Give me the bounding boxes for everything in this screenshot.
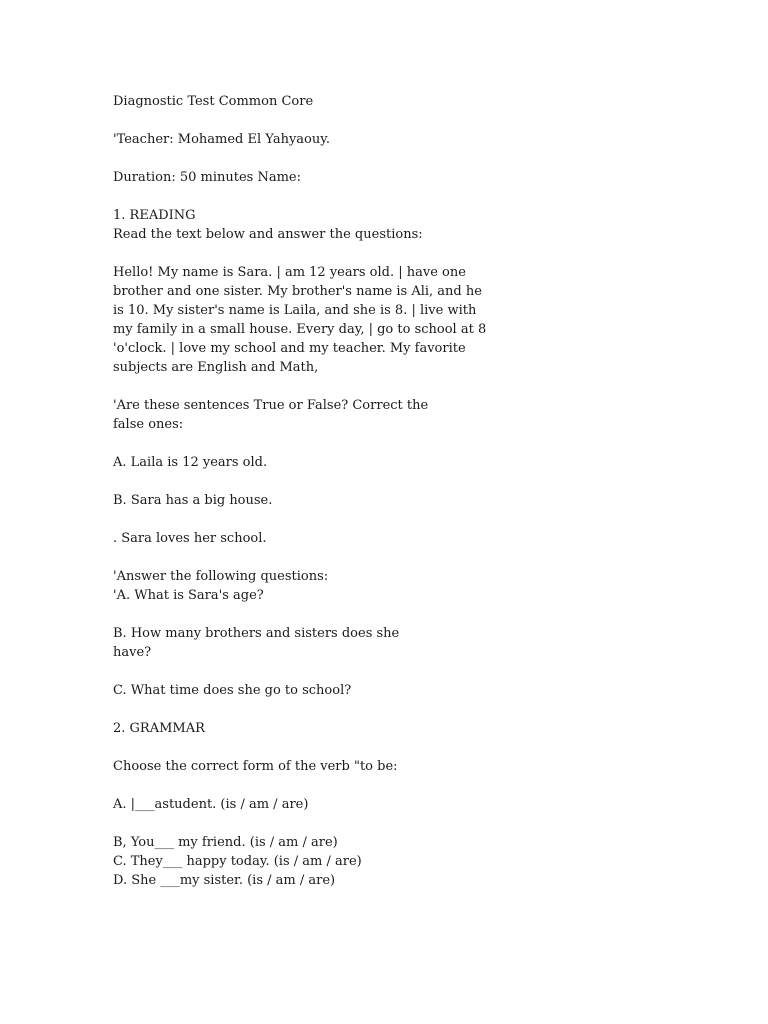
passage-line: my family in a small house. Every day, | go to school at 8 <box>113 322 487 337</box>
true-false-instruction: 'Are these sentences True or False? Correct the <box>113 398 429 413</box>
grammar-item-c: C. They___ happy today. (is / am / are) <box>113 854 362 869</box>
grammar-heading: 2. GRAMMAR <box>113 721 205 736</box>
reading-passage <box>113 263 487 377</box>
grammar-instruction: Choose the correct form of the verb "to be: <box>113 759 398 774</box>
teacher-line: 'Teacher: Mohamed El Yahyaouy. <box>113 132 331 147</box>
true-false-instruction: false ones: <box>113 417 184 432</box>
true-false-item-c: . Sara loves her school. <box>113 531 267 546</box>
passage-line: is 10. My sister's name is Laila, and she is 8. | live with <box>113 303 477 318</box>
passage-line: subjects are English and Math, <box>113 360 319 375</box>
grammar-item-a: A. |___astudent. (is / am / are) <box>113 797 309 812</box>
grammar-item-b: B, You___ my friend. (is / am / are) <box>113 835 338 850</box>
question-b: have? <box>113 645 152 660</box>
questions-instruction: 'Answer the following questions: <box>113 569 329 584</box>
reading-heading: 1. READING <box>113 208 196 223</box>
passage-line: 'o'clock. | love my school and my teacher. My favorite <box>113 341 466 356</box>
question-a: 'A. What is Sara's age? <box>113 588 264 603</box>
question-b: B. How many brothers and sisters does she <box>113 626 400 641</box>
document-title: Diagnostic Test Common Core <box>113 94 314 109</box>
passage-line: brother and one sister. My brother's name is Ali, and he <box>113 284 482 299</box>
document-page <box>113 92 487 890</box>
duration-line: Duration: 50 minutes Name: <box>113 170 302 185</box>
true-false-item-a: A. Laila is 12 years old. <box>113 455 268 470</box>
passage-line: Hello! My name is Sara. | am 12 years old. | have one <box>113 265 466 280</box>
reading-instruction: Read the text below and answer the questions: <box>113 227 423 242</box>
true-false-item-b: B. Sara has a big house. <box>113 493 273 508</box>
grammar-item-d: D. She ___my sister. (is / am / are) <box>113 873 336 888</box>
question-c: C. What time does she go to school? <box>113 683 352 698</box>
